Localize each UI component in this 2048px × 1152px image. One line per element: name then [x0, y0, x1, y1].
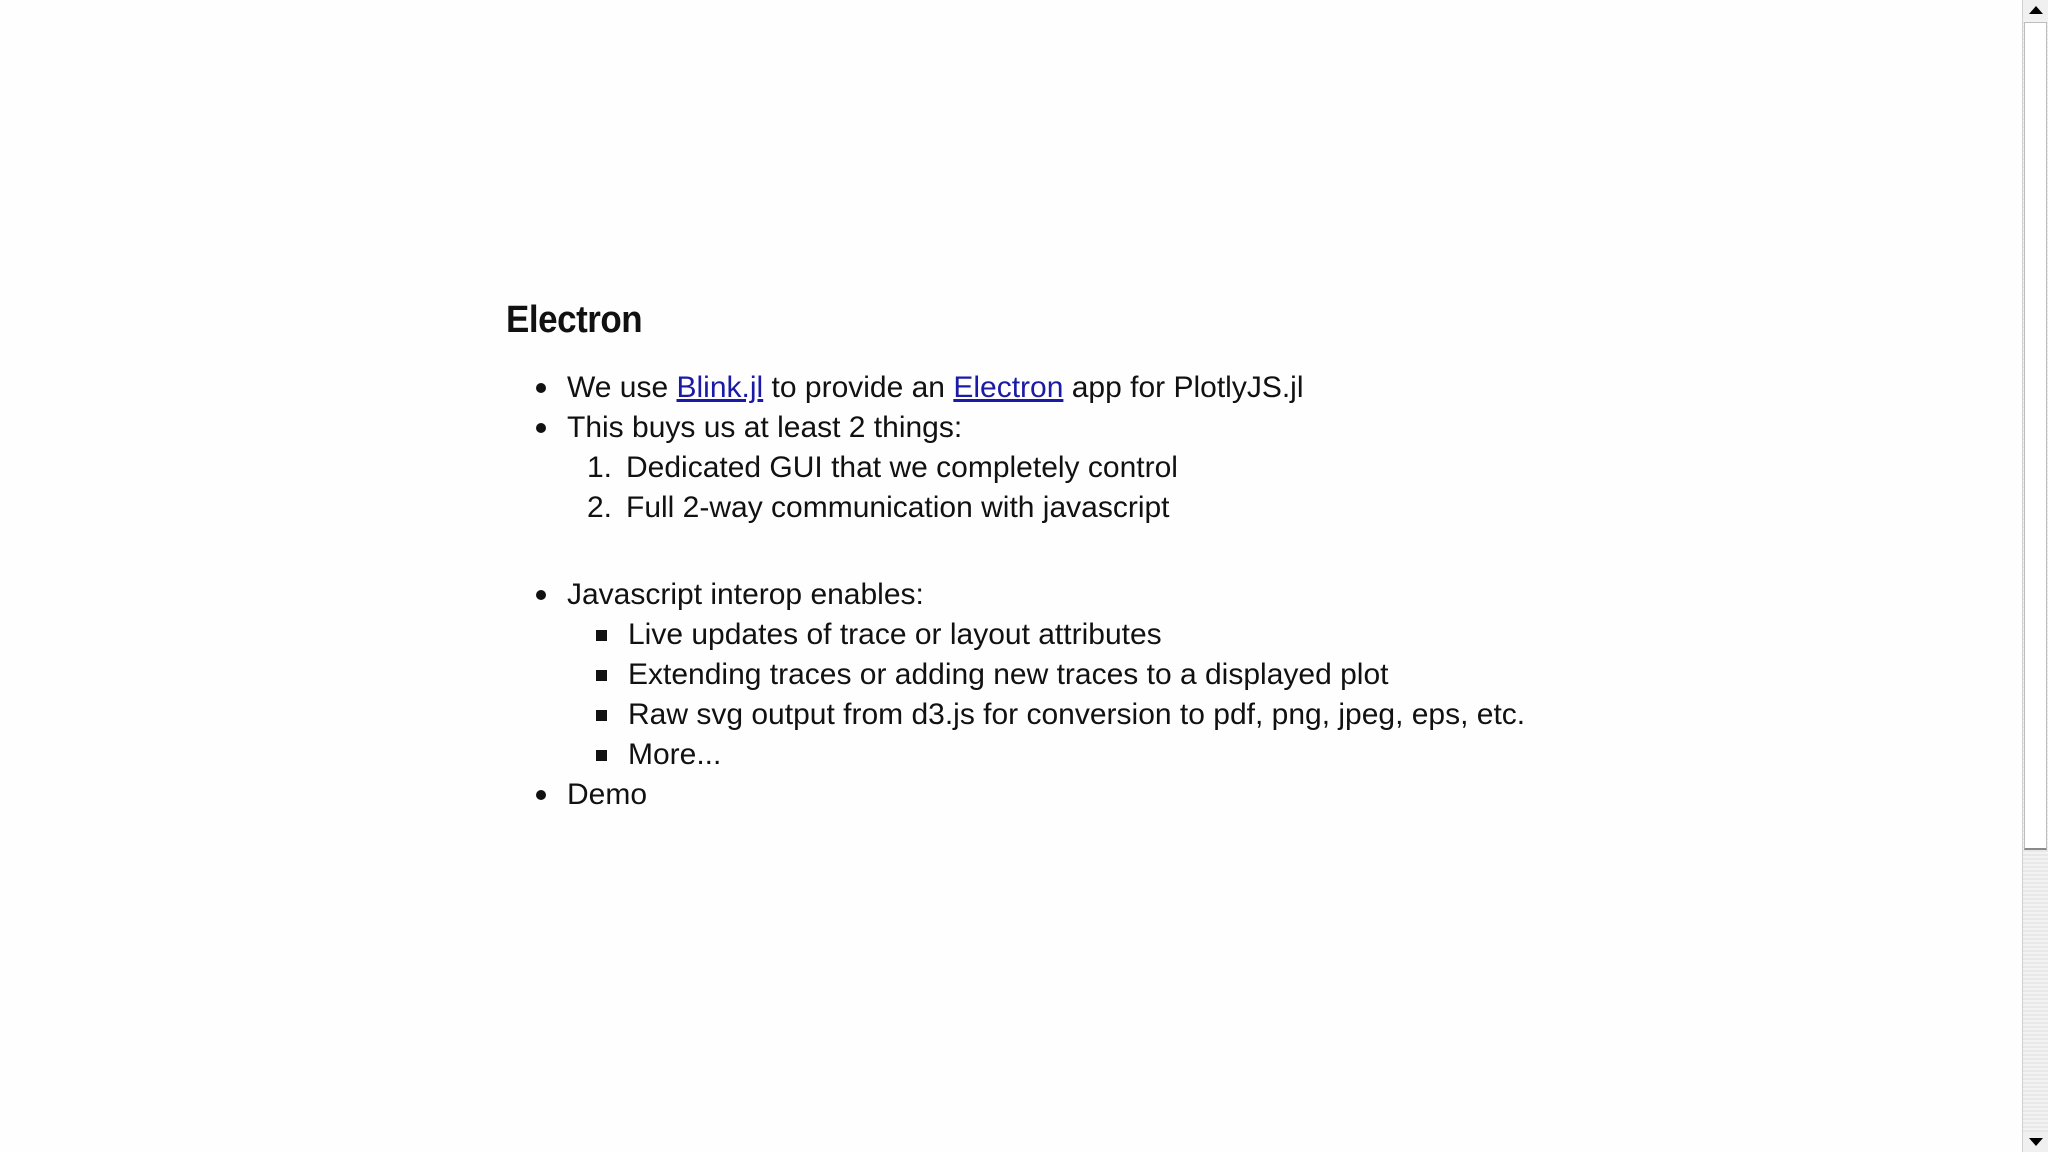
vertical-scrollbar[interactable] — [2022, 0, 2048, 1152]
scroll-up-button[interactable] — [2023, 0, 2048, 20]
item-text: Raw svg output from d3.js for conversion to pdf, png, jpeg, eps, etc. — [628, 697, 1526, 731]
scrollbar-thumb[interactable] — [2024, 22, 2047, 850]
square-bullet — [596, 670, 607, 681]
electron-link[interactable]: Electron — [953, 370, 1064, 404]
blink-jl-link[interactable]: Blink.jl — [676, 370, 764, 404]
numbered-item — [567, 448, 1906, 488]
item-text: Live updates of trace or layout attributes — [628, 617, 1162, 651]
list-item — [506, 775, 1906, 815]
scroll-down-button[interactable] — [2023, 1132, 2048, 1152]
numbered-sublist — [567, 448, 1906, 528]
list-item — [506, 575, 1906, 775]
slide-content — [506, 300, 1906, 815]
item-text: to provide an — [763, 370, 954, 404]
sub-item — [567, 735, 1906, 775]
bullet-dot — [536, 423, 546, 433]
item-text: Javascript interop enables: — [567, 577, 924, 611]
item-text: Demo — [567, 777, 648, 811]
triangle-up-icon — [2029, 6, 2043, 14]
bullet-dot — [536, 790, 546, 800]
item-text: Dedicated GUI that we completely control — [626, 450, 1178, 484]
bullet-dot — [536, 383, 546, 393]
item-text: More... — [628, 737, 722, 771]
square-bullet — [596, 710, 607, 721]
bullet-dot — [536, 590, 546, 600]
main-bullet-list — [506, 368, 1906, 815]
item-text: Extending traces or adding new traces to a displayed plot — [628, 657, 1389, 691]
item-text: We use — [567, 370, 677, 404]
item-number: 1. — [587, 450, 613, 484]
sub-item — [567, 695, 1906, 735]
slide-title: Electron — [506, 299, 643, 341]
item-text: This buys us at least 2 things: — [567, 410, 963, 444]
list-item — [506, 408, 1906, 528]
square-bullet — [596, 630, 607, 641]
list-item — [506, 368, 1906, 408]
square-bullet — [596, 750, 607, 761]
numbered-item — [567, 488, 1906, 528]
item-number: 2. — [587, 490, 613, 524]
square-sublist — [567, 615, 1906, 775]
item-text: Full 2-way communication with javascript — [626, 490, 1170, 524]
triangle-down-icon — [2029, 1138, 2043, 1146]
sub-item — [567, 615, 1906, 655]
item-text: app for PlotlyJS.jl — [1063, 370, 1304, 404]
sub-item — [567, 655, 1906, 695]
